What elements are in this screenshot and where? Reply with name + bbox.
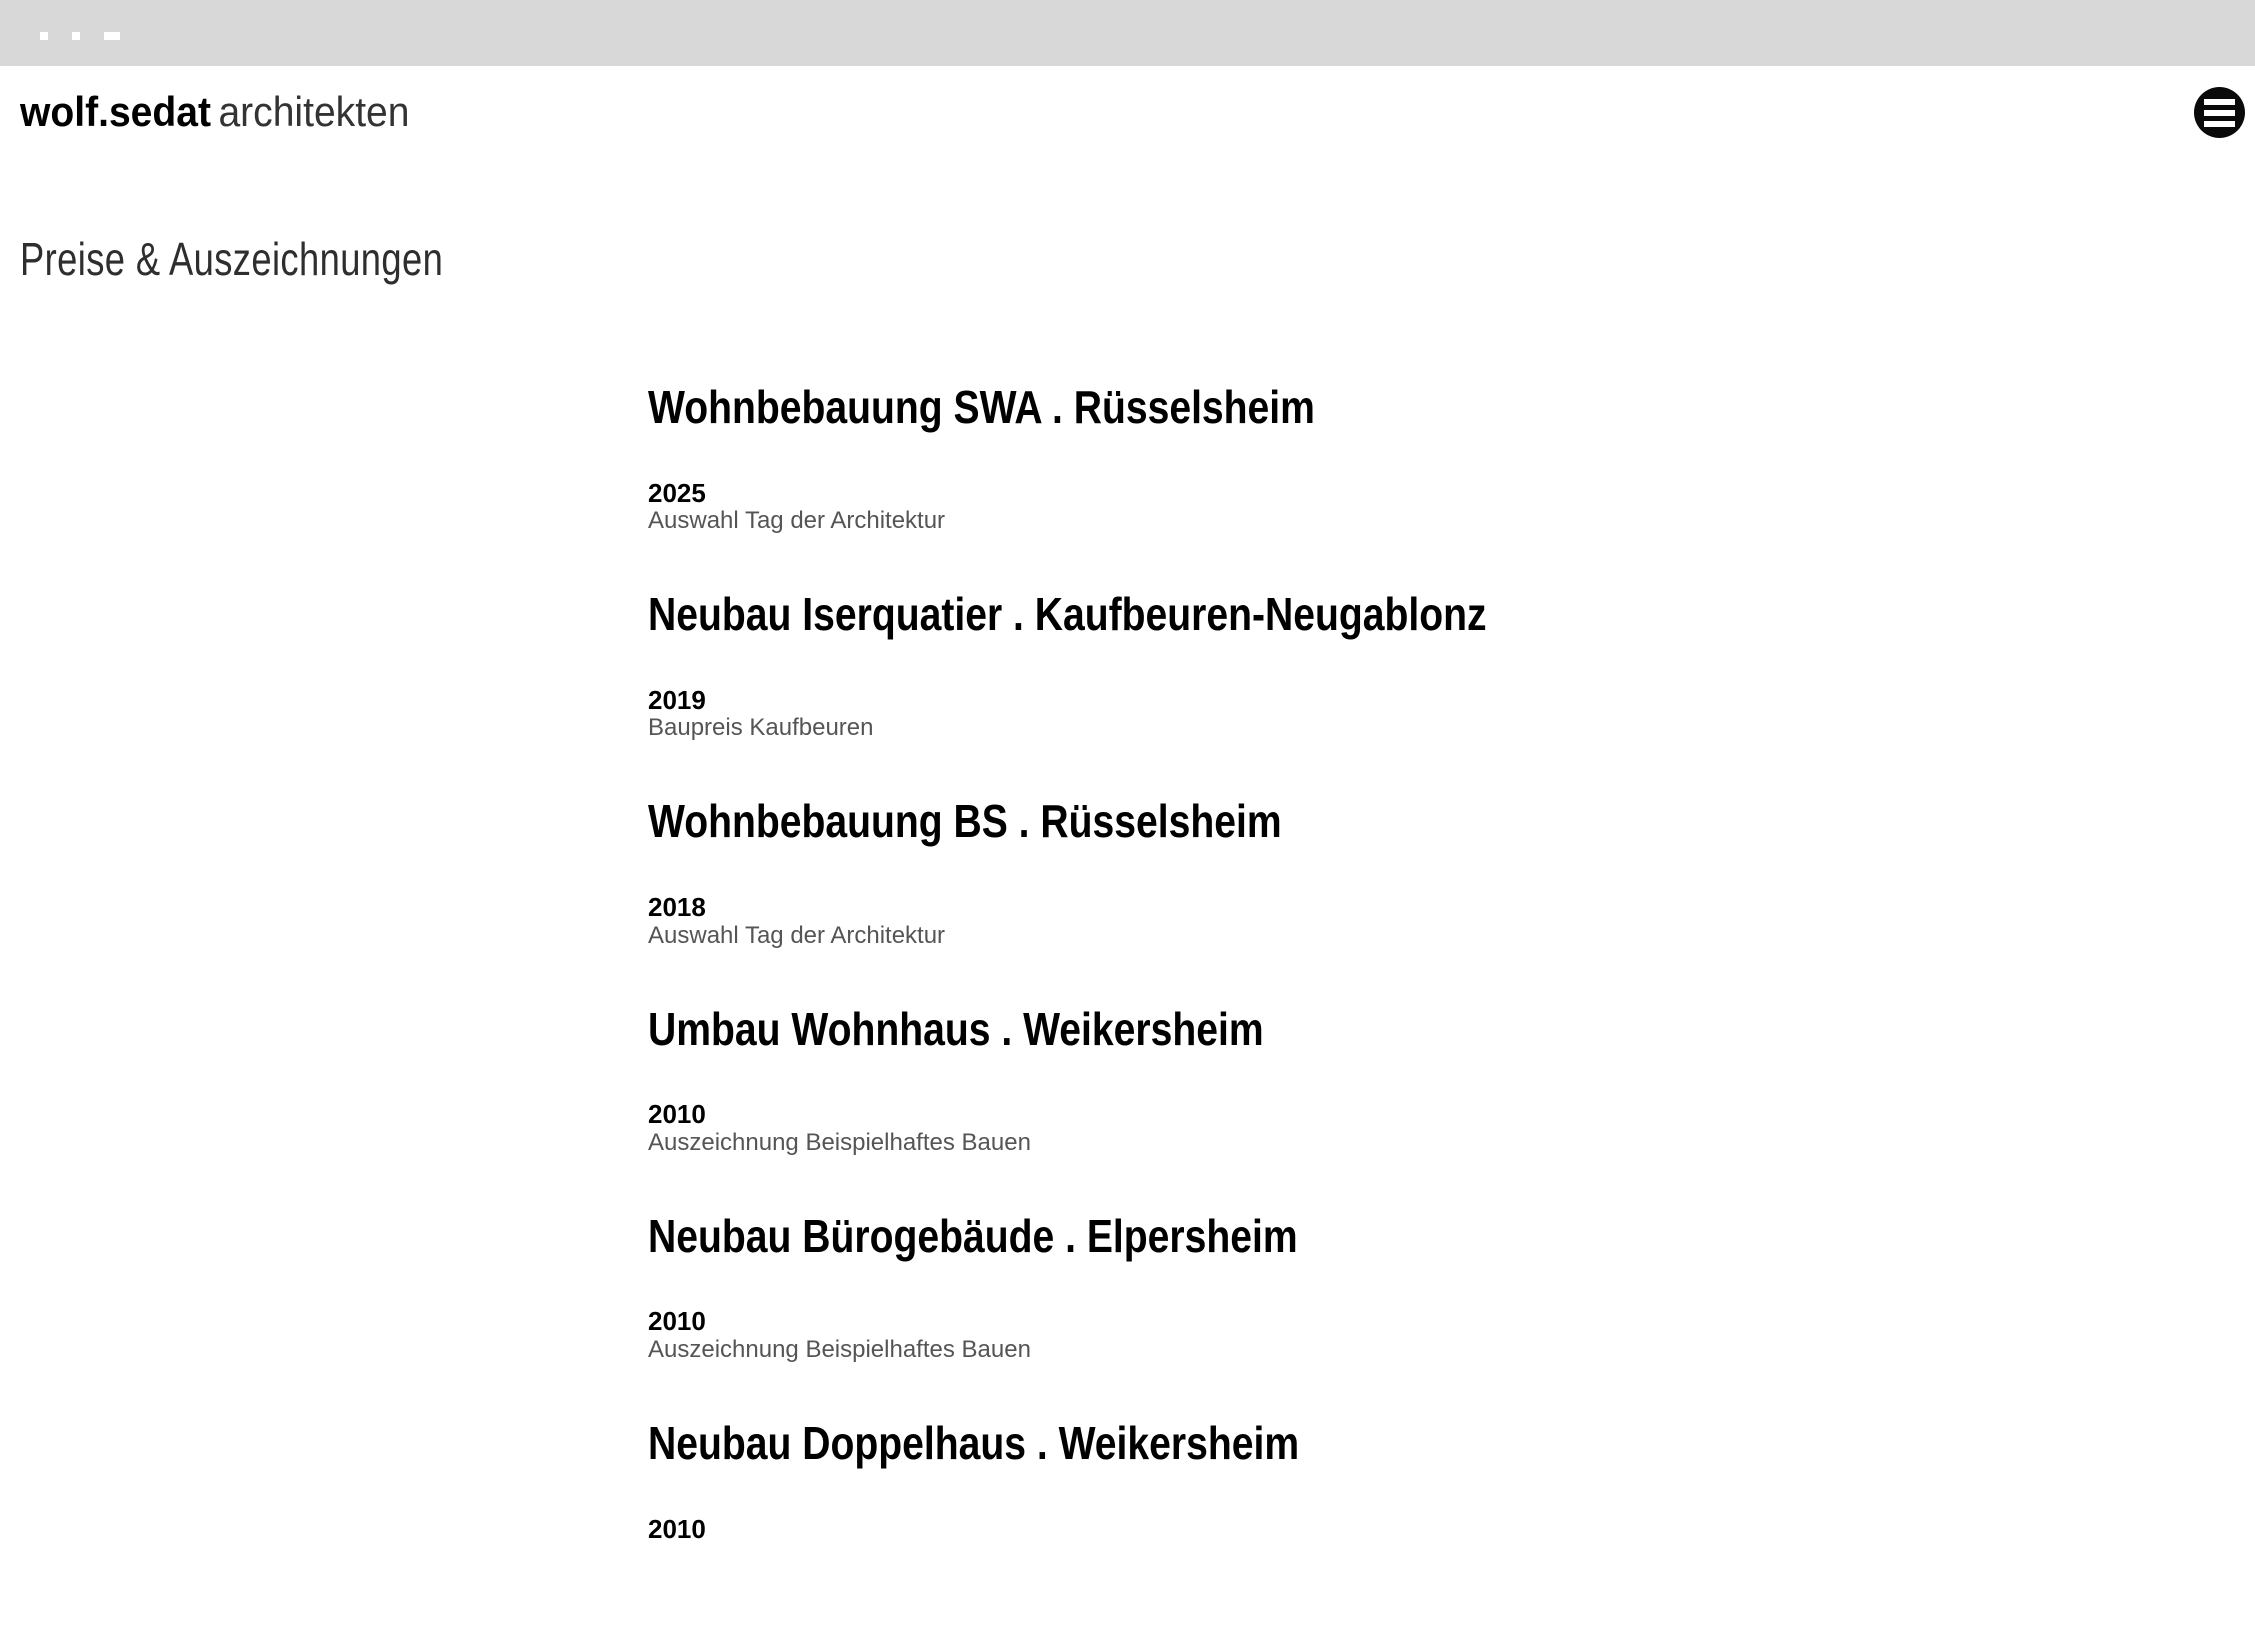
- award-year: 2025: [648, 477, 706, 508]
- award-year: 2018: [648, 891, 706, 922]
- browser-topbar: [0, 0, 2255, 66]
- award-description: Auszeichnung Beispielhaftes Bauen: [648, 1128, 1031, 1156]
- award-year: 2010: [648, 1513, 706, 1544]
- award-item: [648, 1004, 2208, 1158]
- award-year: 2010: [648, 1306, 706, 1337]
- award-item: [648, 589, 2208, 743]
- award-item: [648, 1211, 2208, 1365]
- award-title: Neubau Doppelhaus . Weikersheim: [648, 1416, 1300, 1469]
- brand-logo[interactable]: [20, 88, 410, 135]
- awards-list: [648, 382, 2208, 1625]
- award-item: [648, 796, 2208, 950]
- menu-button[interactable]: [2194, 87, 2245, 138]
- award-description: Baupreis Kaufbeuren: [648, 714, 874, 742]
- award-description: [648, 1543, 2208, 1572]
- award-title: Neubau Bürogebäude . Elpersheim: [648, 1209, 1298, 1262]
- award-description: Auswahl Tag der Architektur: [648, 507, 946, 535]
- award-title: Wohnbebauung SWA . Rüsselsheim: [648, 381, 1315, 433]
- award-item: [648, 1418, 2208, 1572]
- brand-name-light: architekten: [218, 88, 410, 135]
- topbar-dash: [104, 32, 120, 40]
- hamburger-menu-icon: [2204, 99, 2235, 127]
- topbar-dot-1: [40, 32, 48, 40]
- award-description: Auszeichnung Beispielhaftes Bauen: [648, 1335, 1031, 1363]
- award-year: 2010: [648, 1099, 706, 1130]
- award-year: 2019: [648, 684, 706, 715]
- award-title: Umbau Wohnhaus . Weikersheim: [648, 1002, 1264, 1055]
- hamburger-bar: [2204, 110, 2235, 116]
- award-item: [648, 382, 2208, 536]
- brand-name-bold: wolf.sedat: [20, 88, 211, 135]
- award-title: Wohnbebauung BS . Rüsselsheim: [648, 795, 1282, 848]
- hamburger-bar: [2204, 121, 2235, 127]
- topbar-dot-2: [72, 32, 80, 40]
- page-title: Preise & Auszeichnungen: [20, 233, 444, 285]
- award-title: Neubau Iserquatier . Kaufbeuren-Neugablonz: [648, 588, 1487, 641]
- award-description: Auswahl Tag der Architektur: [648, 921, 946, 949]
- hamburger-bar: [2204, 99, 2235, 105]
